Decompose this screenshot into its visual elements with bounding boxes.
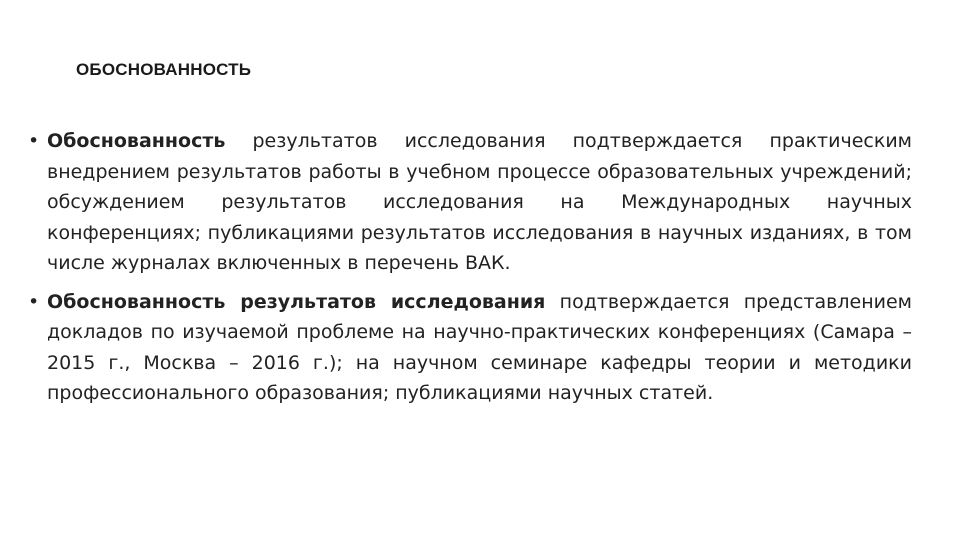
- bullet-item: [28, 126, 912, 279]
- bullet-body-text: результатов исследования подтверждается практическим внедрением результатов работы в учебном процессе образовательных учреждений; обсуждением результатов исследования на Международных научных конференциях; публикациями результатов исследования в научных изданиях, в том числе журналах включенных в перечень ВАК.: [47, 130, 912, 274]
- bullet-lead-text: Обоснованность: [47, 130, 226, 152]
- bullet-body-text: подтверждается представлением докладов по изучаемой проблеме на научно-практических конференциях (Самара – 2015 г., Москва – 2016 г.); на научном семинаре кафедры теории и методики профессионального образования; публикациями научных статей.: [47, 290, 912, 404]
- slide-content: [28, 126, 912, 417]
- bullet-item: [28, 287, 912, 409]
- bullet-marker: •: [28, 130, 40, 152]
- bullet-marker: •: [28, 290, 40, 313]
- bullet-lead-text: Обоснованность результатов исследования: [47, 290, 546, 313]
- slide-title: ОБОСНОВАННОСТЬ: [76, 60, 252, 79]
